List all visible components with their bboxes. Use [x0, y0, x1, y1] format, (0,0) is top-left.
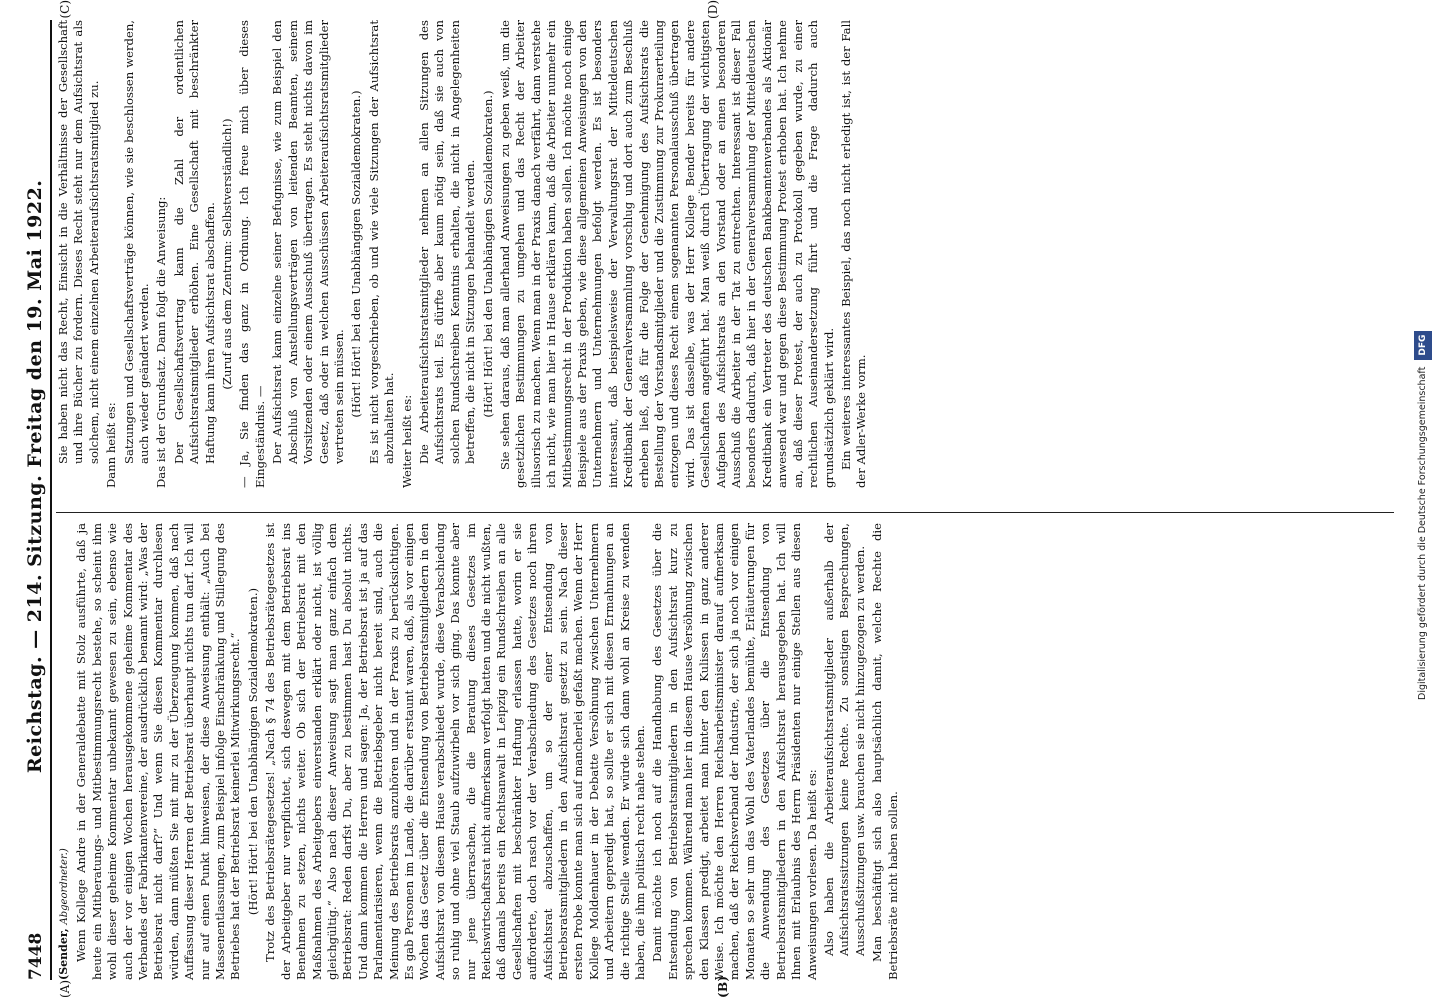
quotation: Sie haben nicht das Recht, Einsicht in die Verhältnisse der Gesellschaft und ihre Bücher zu fordern. Dieses Recht steht nur dem Aufsichtsrat als solchem, nicht einem einzelnen Arbeiteraufsichtsratsmitglied zu. — [56, 20, 101, 464]
paragraph: Damit möchte ich noch auf die Handhabung des Gesetzes über die Entsendung von Betriebsratsmitgliedern in den Aufsichtsrat kurz zu sprechen kommen. Während man hier in diesem Hause Versöhnung zwischen den Klassen predigt, arbeitet man hinter den Kulissen in ganz anderer Weise. Ich möchte den Herren Reichsarbeitsminister darauf aufmerksam machen, daß der Reichsverband der Industrie, der sich ja noch vor einigen Monaten so sehr um das Wohl des Vaterlandes bemühte, Erläuterungen für die Anwendung des Gesetzes über die Entsendung von Betriebsratsmitgliedern in den Aufsichtsrat herausgegeben hat. Ich will Ihnen mit Erlaubnis des Herrn Präsidenten nur einige Stellen aus diesen Anweisungen vorlesen. Da heißt es: — [650, 523, 819, 980]
quotation: Also haben die Arbeiteraufsichtsratsmitglieder außerhalb der Aufsichtsratssitzungen keine Rechte. Zu sonstigen Besprechungen, Ausschußsitzungen usw. brauchen sie nicht hinzugezogen zu werden. — [821, 523, 867, 956]
interjection: (Hört! Hört! bei den Unabhängigen Sozialdemokraten.) — [245, 587, 260, 916]
paragraph: Weiter heißt es: — [399, 394, 414, 488]
digitization-credit — [1414, 10, 1432, 700]
text-columns — [56, 0, 1394, 998]
page-number: 7448 — [26, 932, 46, 980]
paragraph: Dann heißt es: — [104, 402, 119, 488]
paragraph: Trotz des Betriebsrätegesetzes! „Nach § 74 des Betriebsrätegesetzes ist der Arbeitgeber nur verpflichtet, sich deswegen mit dem Betriebsrat ins Benehmen zu setzen, nichts weiter. Ob sich der Betriebsrat mit den Maßnahmen des Arbeitgebers einverstanden erklärt oder nicht, ist völlig gleichgültig.“ Also nach dieser Anweisung sagt man ganz einfach dem Betriebsrat: Reden darfst Du, aber zu bestimmen hast Du absolut nichts. Und dann kommen die Herren und sagen: Ja, der Betriebsrat ist ja auf das Parlamentarisieren, wenn die Betriebsgeber nicht bereit sind, auch die Meinung des Betriebsrats anzuhören und in der Praxis zu berücksichtigen. Es gab Personen im Lande, die darüber erstaunt waren, daß, als vor einigen Wochen das Gesetz über die Entsendung von Betriebsratsmitgliedern in den Aufsichtsrat von diesem Hause verabschiedet wurde, diese Verabschiedung so ruhig und ohne viel Staub aufzuwirbeln vor sich ging. Das konnte aber nur jene überraschen, die die Beratung dieses Gesetzes im Reichswirtschaftsrat nicht aufmerksam verfolgt hatten und die nicht wußten, daß damals bereits ein Rechtsanwalt in Leipzig ein Rundschreiben an alle Gesellschaften mit beschränkter Haftung erlassen hatte, worin er sie aufforderte, doch rasch vor der Verabschiedung des Gesetzes noch ihren Aufsichtsrat abzuschaffen, um so der einer Entsendung von Betriebsratsmitgliedern in den Aufsichtsrat gesetzt zu sein. Nach dieser ersten Probe konnte man sich auf mancherlei gefaßt machen. Wenn der Herr Kollege Moldenhauer in der Debatte Versöhnung zwischen Unternehmern und Arbeitern gepredigt hat, so sollte er sich mit diesen Ermahnungen an die richtige Stelle wenden. Er würde sich dann wohl an Kreise zu wenden haben, die ihm politisch recht nahe stehen. — [263, 523, 648, 980]
quotation: Der Gesellschaftsvertrag kann die Zahl der ordentlichen Aufsichtsratsmitglieder erhöhen. Eine Gesellschaft mit beschränkter Haftung kann ihren Aufsichtsrat abschaffen. — [171, 20, 217, 464]
quotation: Der Aufsichtsrat kann einzelne seiner Befugnisse, wie zum Beispiel den Abschluß von Anstellungsverträgen von leitenden Beamten, seinem Vorsitzenden oder einem Ausschuß übertragen. Es steht nichts davon im Gesetz, daß oder in welchen Ausschüssen Arbeiteraufsichtsratsmitglieder vertreten sein müssen. — [270, 20, 346, 464]
quotation: Satzungen und Gesellschaftsverträge können, wie sie beschlossen werden, auch wieder geändert werden. — [121, 20, 152, 464]
page-title: Reichstag. — 214. Sitzung. Freitag den 19. Mai 1922. — [24, 179, 46, 774]
paragraph: Wenn Kollege Andre in der Generaldebatte mit Stolz ausführte, daß ja heute ein Mitberatungs- und Mitbestimmungsrecht bestehe, so scheint ihm wohl dieser geheime Kommentar unbekannt gewesen zu sein, ebenso wie auch der vor einigen Wochen herausgekommene geheime Kommentar des Verbandes der Fabrikantenvereine, der ausdrücklich benannt wird: „Was der Betriebsrat nicht darf?“ Und wenn Sie diesen Kommentar durchlesen würden, dann müßten Sie mit mir zu der Überzeugung kommen, daß nach Auffassung dieser Herren der Betriebsrat überhaupt nichts tun darf. Ich will nur auf einen Punkt hinweisen, der diese Anweisung enthält: „Auch bei Massenentlassungen, zum Beispiel infolge Einschränkung und Stillegung des Betriebes hat der Betriebsrat keinerlei Mitwirkungsrecht.“ — [74, 523, 243, 980]
quotation: Es ist nicht vorgeschrieben, ob und wie viele Sitzungen der Aufsichtsrat abzuhalten hat. — [366, 20, 397, 464]
interjection: (Zuruf aus dem Zentrum: Selbstverständlich!) — [220, 118, 235, 390]
paragraph: Ein weiteres interessantes Beispiel, das noch nicht erledigt ist, ist der Fall der Adler-Werke vorm. — [838, 20, 869, 488]
margin-marker-b: (B) — [716, 975, 730, 998]
interjection: (Hört! Hört! bei den Unabhängigen Sozialdemokraten.) — [480, 90, 495, 418]
paragraph: Man beschäftigt sich also hauptsächlich damit, welche Rechte die Betriebsräte nicht haben sollen. — [870, 523, 900, 980]
paragraph: — Ja, Sie finden das ganz in Ordnung. Ich freue mich über dieses Eingeständnis. — — [237, 20, 267, 488]
speaker-role: Abgeordneter.) — [59, 848, 70, 925]
speaker-name: (Sender, — [57, 928, 70, 980]
paragraph: Sie sehen daraus, daß man allerhand Anweisungen zu geben weiß, um die gesetzlichen Bestimmungen zu umgehen und das Recht der Arbeiter illusorisch zu machen. Wenn man in der Praxis danach verfährt, dann verstehe ich nicht, wie man hier in Hause erklären kann, daß die Arbeiter nunmehr ein Mitbestimmungsrecht in der Produktion haben sollen. Ich möchte noch einige Beispiele aus der Praxis geben, wie diese allgemeinen Anweisungen von den Unternehmern und Unternehmungen befolgt werden. Es ist besonders interessant, daß beispielsweise der Verwaltungsrat der Mitteldeutschen Kreditbank der Generalversammlung vorschlug und dort auch zum Beschluß erheben ließ, daß für die Folge der Genehmigung des Aufsichtsrats die Bestellung der Vorstandsmitglieder und die Zustimmung zur Prokuraerteilung entzogen und dieses Recht einem sogenannten Personalausschuß übertragen wird. Das ist dasselbe, was der Herr Kollege Bender bereits für andere Gesellschaften angeführt hat. Man weiß durch Übertragung der wichtigsten Aufgaben des Aufsichtsrats an den Vorstand oder an einen besonderen Ausschuß die Arbeiter in der Tat zu entrechten. Interessant ist dieser Fall besonders dadurch, daß hier in der Generalversammlung der Mitteldeutschen Kreditbank ein Vertreter des deutschen Bankbeamtenverbandes als Aktionär anwesend war und gegen diese Bestimmung Protest erhoben hat. Ich nehme an, daß dieser Protest, der auch zu Protokoll gegeben wurde, zu einer rechtlichen Auseinandersetzung führt und die Frage dadurch auch grundsätzlich geklärt wird. — [497, 20, 836, 488]
margin-marker-c: (C) — [58, 0, 72, 19]
document-page — [10, 0, 1400, 1000]
page-header — [18, 20, 52, 980]
paragraph: Das ist der Grundsatz. Dann folgt die Anweisung: — [154, 196, 169, 488]
dfg-logo: DFG — [1414, 331, 1432, 360]
interjection: (Hört! Hört! bei den Unabhängigen Sozialdemokraten.) — [349, 90, 364, 418]
margin-marker-a: (A) — [58, 979, 72, 998]
speaker-line — [56, 523, 72, 980]
quotation: Die Arbeiteraufsichtsratsmitglieder nehmen an allen Sitzungen des Aufsichtsrats teil. Es dürfte aber kaum nötig sein, daß sie auch von solchen Rundschreiben Kenntnis erhalten, die nicht in Angelegenheiten betreffen, die nicht in Sitzungen behandelt werden. — [416, 20, 478, 464]
margin-marker-d: (D) — [706, 0, 720, 19]
left-column — [56, 512, 1394, 998]
credit-text: Digitalisierung gefördert durch die Deutsche Forschungsgemeinschaft — [1417, 366, 1428, 700]
right-column — [56, 0, 1394, 488]
